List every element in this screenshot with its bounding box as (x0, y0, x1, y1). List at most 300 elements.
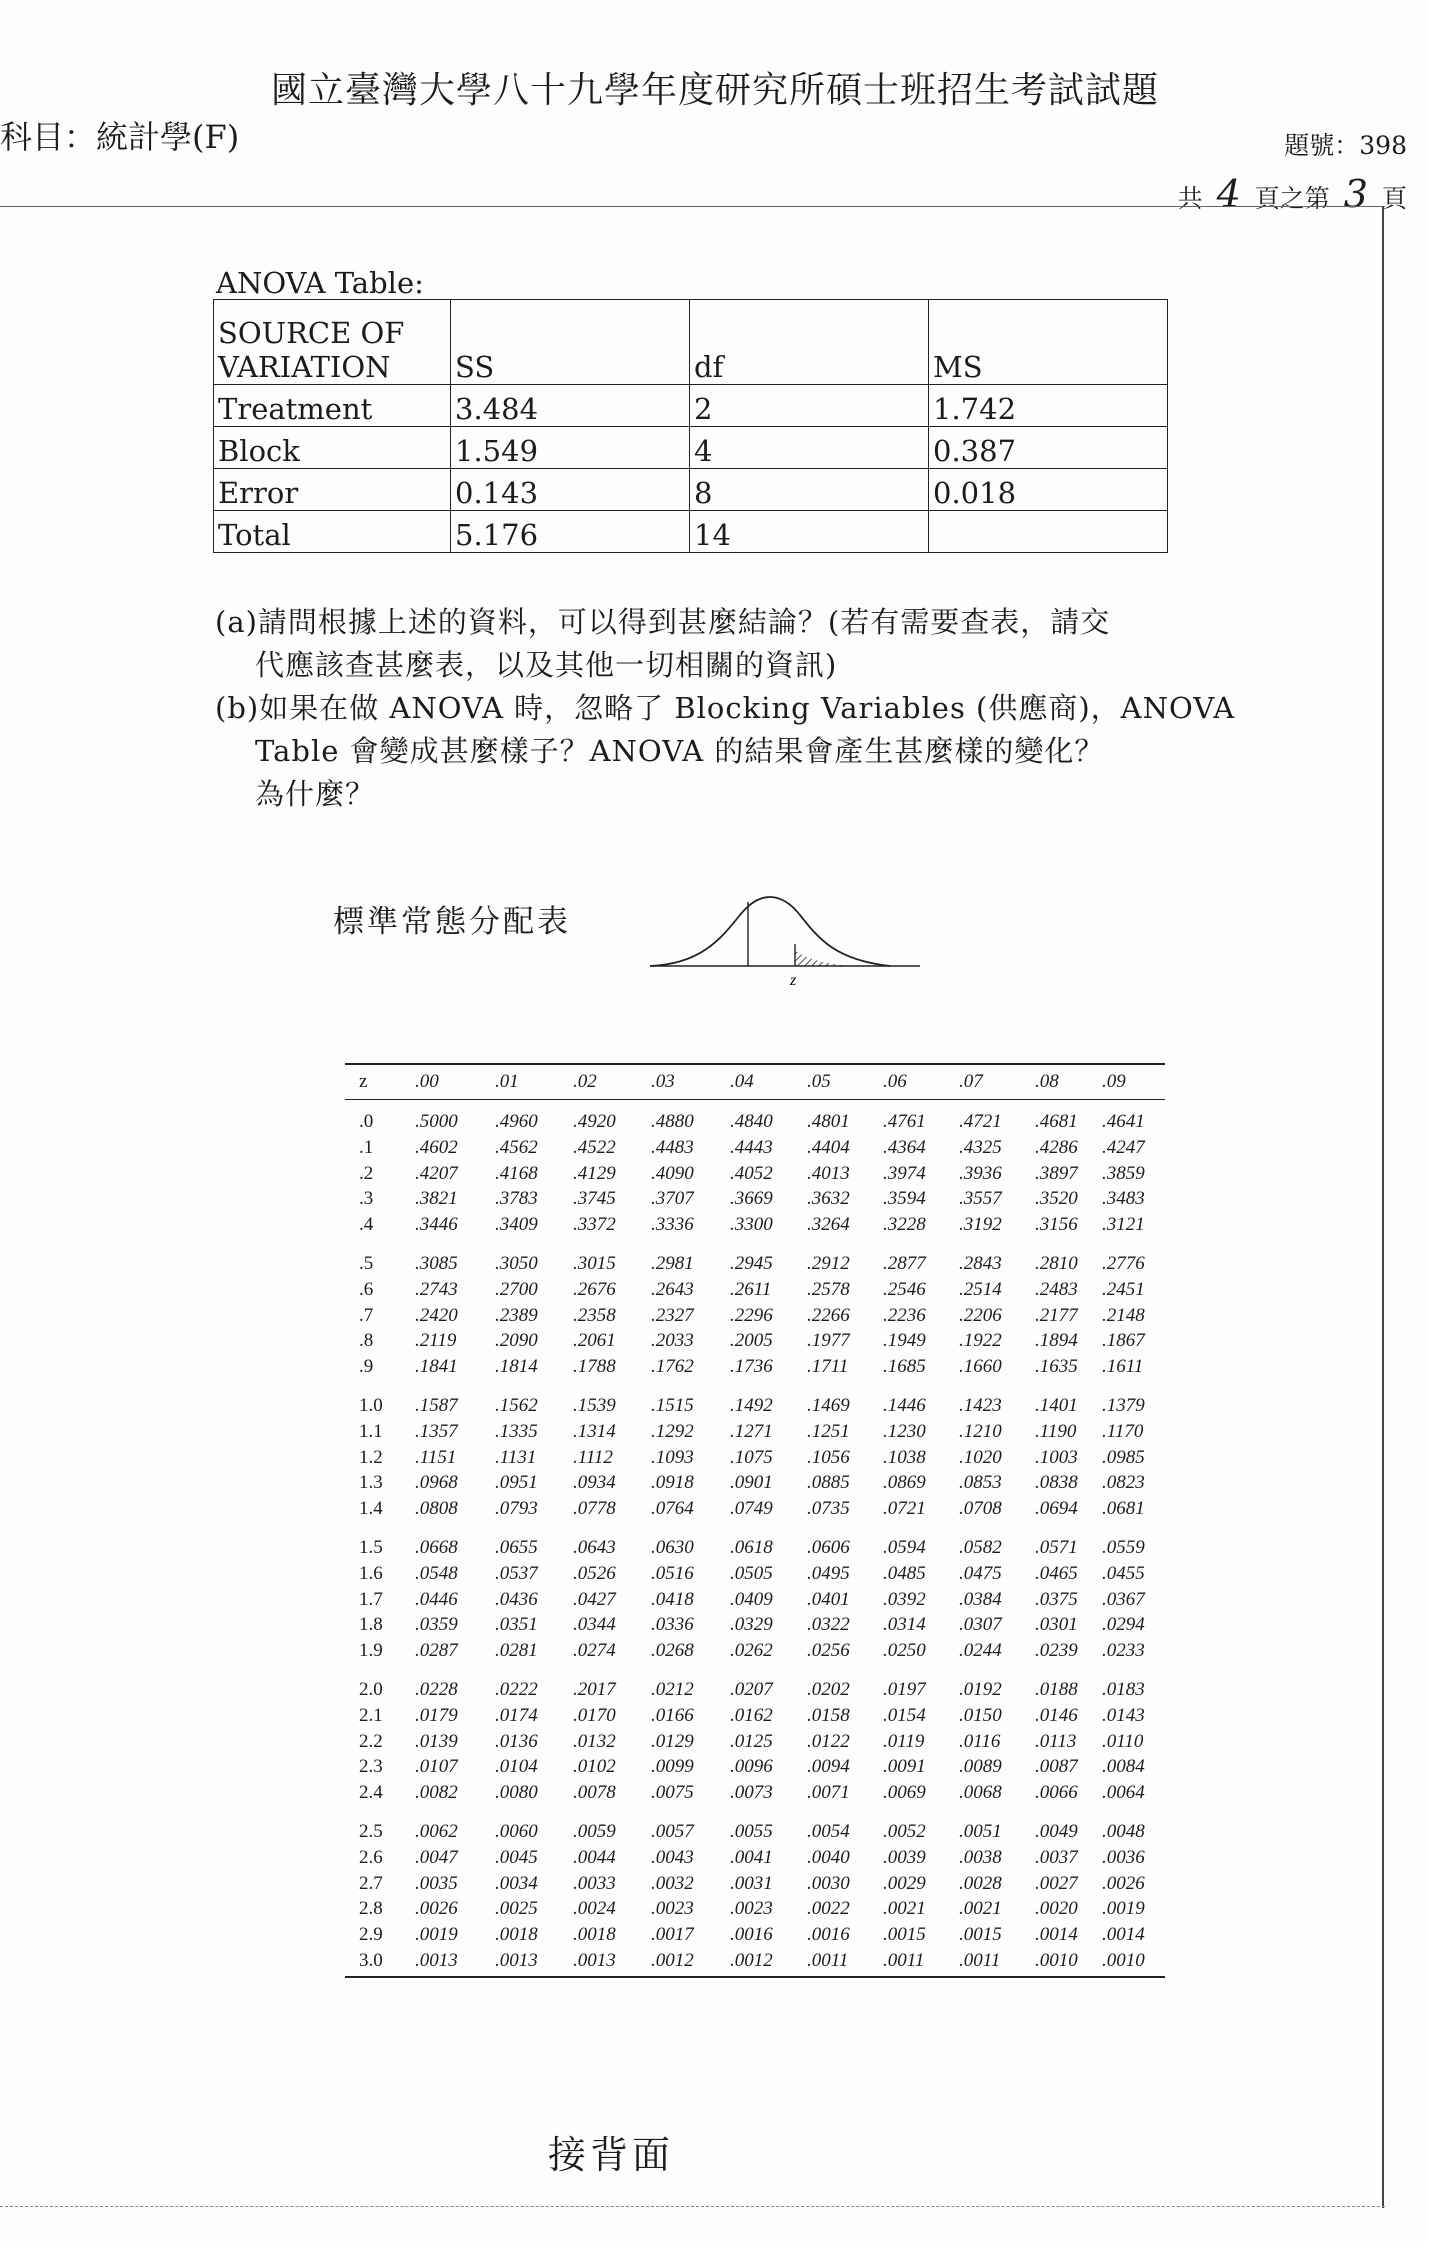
probability-cell: .0019 (1102, 1898, 1145, 1920)
probability-cell: .0104 (495, 1756, 538, 1778)
probability-cell: .0548 (415, 1562, 458, 1584)
probability-cell: .0778 (573, 1498, 616, 1520)
probability-cell: .0069 (883, 1782, 926, 1804)
probability-cell: .1271 (730, 1420, 773, 1442)
probability-cell: .1038 (883, 1446, 926, 1468)
probability-cell: .0016 (807, 1924, 850, 1946)
probability-cell: .2843 (959, 1252, 1002, 1274)
probability-cell: .0526 (573, 1562, 616, 1584)
probability-cell: .0244 (959, 1640, 1002, 1662)
probability-cell: .1131 (495, 1446, 537, 1468)
probability-cell: .3594 (883, 1188, 926, 1210)
probability-cell: .2981 (651, 1252, 694, 1274)
probability-cell: .3121 (1102, 1214, 1145, 1236)
z-value-cell: 1.5 (359, 1536, 383, 1558)
probability-cell: .0202 (807, 1678, 850, 1700)
probability-cell: .4325 (959, 1136, 1002, 1158)
probability-cell: .1841 (415, 1356, 458, 1378)
probability-cell: .0041 (730, 1846, 773, 1868)
probability-cell: .1020 (959, 1446, 1002, 1468)
probability-cell: .0052 (883, 1820, 926, 1842)
probability-cell: .0455 (1102, 1562, 1145, 1584)
z-table-row (345, 1676, 1165, 1702)
probability-cell: .2389 (495, 1304, 538, 1326)
probability-cell: .1635 (1035, 1356, 1078, 1378)
probability-cell: .0735 (807, 1498, 850, 1520)
anova-cell: Block (214, 427, 451, 469)
probability-cell: .1469 (807, 1394, 850, 1416)
probability-cell: .4168 (495, 1162, 538, 1184)
z-value-cell: 2.8 (359, 1898, 383, 1920)
z-table-row (345, 1134, 1165, 1160)
probability-cell: .0015 (959, 1924, 1002, 1946)
probability-cell: .0375 (1035, 1588, 1078, 1610)
probability-cell: .4681 (1035, 1111, 1078, 1132)
z-table-column-header: .09 (1102, 1071, 1126, 1092)
page-info-middle: 頁之第 (1254, 184, 1330, 213)
probability-cell: .0294 (1102, 1614, 1145, 1636)
probability-cell: .0485 (883, 1562, 926, 1584)
probability-cell: .2266 (807, 1304, 850, 1326)
probability-cell: .0040 (807, 1846, 850, 1868)
z-value-cell: .6 (359, 1278, 374, 1300)
probability-cell: .0033 (573, 1872, 616, 1894)
z-table-row (345, 1250, 1165, 1276)
z-value-cell: 2.4 (359, 1782, 383, 1804)
probability-cell: .0436 (495, 1588, 538, 1610)
probability-cell: .0301 (1035, 1614, 1078, 1636)
probability-cell: .0708 (959, 1498, 1002, 1520)
probability-cell: .0344 (573, 1614, 616, 1636)
anova-header-df: df (690, 300, 929, 385)
probability-cell: .1093 (651, 1446, 694, 1468)
probability-cell: .0367 (1102, 1588, 1145, 1610)
probability-cell: .3483 (1102, 1188, 1145, 1210)
z-table-row (345, 1302, 1165, 1328)
z-table-row (345, 1534, 1165, 1560)
z-table-column-header: .01 (495, 1071, 519, 1092)
probability-cell: .0475 (959, 1562, 1002, 1584)
probability-cell: .0094 (807, 1756, 850, 1778)
continue-on-back-note: 接背面 (548, 2133, 675, 2177)
anova-caption: ANOVA Table: (216, 266, 424, 300)
probability-cell: .0016 (730, 1924, 773, 1946)
probability-cell: .3632 (807, 1188, 850, 1210)
probability-cell: .0918 (651, 1472, 694, 1494)
probability-cell: .1170 (1102, 1420, 1144, 1442)
probability-cell: .0068 (959, 1782, 1002, 1804)
probability-cell: .0021 (883, 1898, 926, 1920)
probability-cell: .0268 (651, 1640, 694, 1662)
anova-cell: 14 (690, 511, 929, 553)
anova-cell: 4 (690, 427, 929, 469)
probability-cell: .0054 (807, 1820, 850, 1842)
z-label: z (790, 972, 797, 989)
probability-cell: .0681 (1102, 1498, 1145, 1520)
probability-cell: .0107 (415, 1756, 458, 1778)
probability-cell: .0256 (807, 1640, 850, 1662)
probability-cell: .0136 (495, 1730, 538, 1752)
probability-cell: .0084 (1102, 1756, 1145, 1778)
probability-cell: .0012 (730, 1949, 773, 1971)
anova-cell: Treatment (214, 385, 451, 427)
probability-cell: .0080 (495, 1782, 538, 1804)
probability-cell: .0582 (959, 1536, 1002, 1558)
probability-cell: .1056 (807, 1446, 850, 1468)
probability-cell: .1075 (730, 1446, 773, 1468)
probability-cell: .4562 (495, 1136, 538, 1158)
z-table-row (345, 1779, 1165, 1805)
z-value-cell: 2.7 (359, 1872, 383, 1894)
probability-cell: .0212 (651, 1678, 694, 1700)
probability-cell: .4443 (730, 1136, 773, 1158)
probability-cell: .3897 (1035, 1162, 1078, 1184)
probability-cell: .3156 (1035, 1214, 1078, 1236)
probability-cell: .3409 (495, 1214, 538, 1236)
probability-cell: .2236 (883, 1304, 926, 1326)
probability-cell: .4801 (807, 1111, 850, 1132)
probability-cell: .1977 (807, 1330, 850, 1352)
anova-cell: 0.387 (929, 427, 1168, 469)
probability-cell: .0655 (495, 1536, 538, 1558)
probability-cell: .0901 (730, 1472, 773, 1494)
probability-cell: .0197 (883, 1678, 926, 1700)
anova-cell: 0.143 (451, 469, 690, 511)
probability-cell: .2033 (651, 1330, 694, 1352)
z-table-row (345, 1211, 1165, 1237)
probability-cell: .0446 (415, 1588, 458, 1610)
z-table-row (345, 1637, 1165, 1663)
probability-cell: .0099 (651, 1756, 694, 1778)
probability-cell: .2451 (1102, 1278, 1145, 1300)
probability-cell: .0985 (1102, 1446, 1145, 1468)
probability-cell: .0250 (883, 1640, 926, 1662)
probability-cell: .0125 (730, 1730, 773, 1752)
probability-cell: .3974 (883, 1162, 926, 1184)
probability-cell: .0036 (1102, 1846, 1145, 1868)
probability-cell: .0032 (651, 1872, 694, 1894)
probability-cell: .4840 (730, 1111, 773, 1132)
z-value-cell: .4 (359, 1214, 374, 1236)
probability-cell: .5000 (415, 1111, 458, 1132)
probability-cell: .1151 (415, 1446, 457, 1468)
probability-cell: .0409 (730, 1588, 773, 1610)
probability-cell: .2810 (1035, 1252, 1078, 1274)
probability-cell: .0618 (730, 1536, 773, 1558)
probability-cell: .0066 (1035, 1782, 1078, 1804)
probability-cell: .2005 (730, 1330, 773, 1352)
z-table-row (345, 1469, 1165, 1495)
probability-cell: .2643 (651, 1278, 694, 1300)
z-table-row (345, 1392, 1165, 1418)
probability-cell: .1446 (883, 1394, 926, 1416)
z-table-row (345, 1495, 1165, 1521)
probability-cell: .0322 (807, 1614, 850, 1636)
probability-cell: .1112 (573, 1446, 613, 1468)
probability-cell: .3446 (415, 1214, 458, 1236)
z-table-column-header: .02 (573, 1071, 597, 1092)
probability-cell: .0043 (651, 1846, 694, 1868)
probability-cell: .0091 (883, 1756, 926, 1778)
anova-cell: 1.742 (929, 385, 1168, 427)
probability-cell: .3264 (807, 1214, 850, 1236)
anova-cell: 5.176 (451, 511, 690, 553)
anova-cell: 2 (690, 385, 929, 427)
probability-cell: .4641 (1102, 1111, 1145, 1132)
probability-cell: .0051 (959, 1820, 1002, 1842)
probability-cell: .0010 (1102, 1949, 1145, 1971)
probability-cell: .0934 (573, 1472, 616, 1494)
question-b-line-1: (b)如果在做 ANOVA 時，忽略了 Blocking Variables (供應商)，ANOVA (215, 691, 1236, 725)
probability-cell: .2700 (495, 1278, 538, 1300)
probability-cell: .1357 (415, 1420, 458, 1442)
probability-cell: .0057 (651, 1820, 694, 1842)
probability-cell: .1335 (495, 1420, 538, 1442)
anova-row-total (214, 511, 1168, 553)
z-table-row (345, 1418, 1165, 1444)
z-table-column-header: .03 (651, 1071, 675, 1092)
probability-cell: .2061 (573, 1330, 616, 1352)
probability-cell: .0951 (495, 1472, 538, 1494)
probability-cell: .0078 (573, 1782, 616, 1804)
probability-cell: .0075 (651, 1782, 694, 1804)
probability-cell: .2611 (730, 1278, 772, 1300)
probability-cell: .0793 (495, 1498, 538, 1520)
probability-cell: .0307 (959, 1614, 1002, 1636)
probability-cell: .1894 (1035, 1330, 1078, 1352)
z-value-cell: 2.6 (359, 1846, 383, 1868)
probability-cell: .1685 (883, 1356, 926, 1378)
probability-cell: .0082 (415, 1782, 458, 1804)
probability-cell: .2017 (573, 1678, 616, 1700)
anova-cell: 3.484 (451, 385, 690, 427)
question-a-line-2: 代應該查甚麼表，以及其他一切相關的資訊) (255, 648, 838, 682)
probability-cell: .0018 (573, 1924, 616, 1946)
z-column-header: z (359, 1071, 368, 1092)
z-value-cell: .2 (359, 1162, 374, 1184)
probability-cell: .0183 (1102, 1678, 1145, 1700)
question-b-line-3: 為什麼？ (255, 777, 376, 811)
probability-cell: .0060 (495, 1820, 538, 1842)
anova-header-ms: MS (929, 300, 1168, 385)
question-a-line-1: (a)請問根據上述的資料，可以得到甚麼結論？(若有需要查表，請交 (215, 605, 1111, 639)
probability-cell: .1539 (573, 1394, 616, 1416)
probability-cell: .0174 (495, 1704, 538, 1726)
probability-cell: .0038 (959, 1846, 1002, 1868)
anova-cell: 0.018 (929, 469, 1168, 511)
normal-curve-diagram (600, 880, 940, 990)
probability-cell: .0694 (1035, 1498, 1078, 1520)
probability-cell: .1492 (730, 1394, 773, 1416)
probability-cell: .0018 (495, 1924, 538, 1946)
probability-cell: .0113 (1035, 1730, 1077, 1752)
z-table-row (345, 1921, 1165, 1947)
probability-cell: .0132 (573, 1730, 616, 1752)
probability-cell: .0122 (807, 1730, 850, 1752)
probability-cell: .0013 (495, 1949, 538, 1971)
probability-cell: .0222 (495, 1678, 538, 1700)
probability-cell: .0062 (415, 1820, 458, 1842)
probability-cell: .4013 (807, 1162, 850, 1184)
probability-cell: .4602 (415, 1136, 458, 1158)
probability-cell: .1711 (807, 1356, 849, 1378)
z-table-row (345, 1895, 1165, 1921)
probability-cell: .0749 (730, 1498, 773, 1520)
probability-cell: .0764 (651, 1498, 694, 1520)
probability-cell: .3707 (651, 1188, 694, 1210)
page-info (1178, 172, 1407, 216)
probability-cell: .2945 (730, 1252, 773, 1274)
probability-cell: .3557 (959, 1188, 1002, 1210)
z-table-row (345, 1327, 1165, 1353)
probability-cell: .0427 (573, 1588, 616, 1610)
probability-cell: .0014 (1102, 1924, 1145, 1946)
anova-row-treatment (214, 385, 1168, 427)
page-current: 3 (1343, 172, 1368, 216)
probability-cell: .0537 (495, 1562, 538, 1584)
probability-cell: .1611 (1102, 1356, 1144, 1378)
probability-cell: .0028 (959, 1872, 1002, 1894)
probability-cell: .2776 (1102, 1252, 1145, 1274)
z-table-row (345, 1560, 1165, 1586)
probability-cell: .0401 (807, 1588, 850, 1610)
probability-cell: .2676 (573, 1278, 616, 1300)
z-table-row (345, 1611, 1165, 1637)
probability-cell: .2514 (959, 1278, 1002, 1300)
probability-cell: .0207 (730, 1678, 773, 1700)
z-table-header (345, 1063, 1165, 1100)
z-table-row (345, 1728, 1165, 1754)
probability-cell: .0968 (415, 1472, 458, 1494)
z-table-column-header: .05 (807, 1071, 831, 1092)
anova-cell (929, 511, 1168, 553)
probability-cell: .0013 (415, 1949, 458, 1971)
probability-cell: .0026 (1102, 1872, 1145, 1894)
probability-cell: .3372 (573, 1214, 616, 1236)
probability-cell: .0022 (807, 1898, 850, 1920)
probability-cell: .0418 (651, 1588, 694, 1610)
probability-cell: .0064 (1102, 1782, 1145, 1804)
probability-cell: .3859 (1102, 1162, 1145, 1184)
probability-cell: .2483 (1035, 1278, 1078, 1300)
anova-cell: 1.549 (451, 427, 690, 469)
probability-cell: .0516 (651, 1562, 694, 1584)
bottom-divider (0, 2206, 1385, 2207)
probability-cell: .1230 (883, 1420, 926, 1442)
probability-cell: .1210 (959, 1420, 1002, 1442)
probability-cell: .3936 (959, 1162, 1002, 1184)
probability-cell: .4721 (959, 1111, 1002, 1132)
z-value-cell: .5 (359, 1252, 374, 1274)
probability-cell: .2358 (573, 1304, 616, 1326)
probability-cell: .3050 (495, 1252, 538, 1274)
probability-cell: .0012 (651, 1949, 694, 1971)
probability-cell: .0571 (1035, 1536, 1078, 1558)
probability-cell: .2420 (415, 1304, 458, 1326)
probability-cell: .0239 (1035, 1640, 1078, 1662)
probability-cell: .3520 (1035, 1188, 1078, 1210)
probability-cell: .0034 (495, 1872, 538, 1894)
probability-cell: .0154 (883, 1704, 926, 1726)
probability-cell: .0017 (651, 1924, 694, 1946)
probability-cell: .0102 (573, 1756, 616, 1778)
probability-cell: .4483 (651, 1136, 694, 1158)
z-table-column-header: .06 (883, 1071, 907, 1092)
probability-cell: .1736 (730, 1356, 773, 1378)
right-margin-line (1382, 206, 1384, 2208)
probability-cell: .3821 (415, 1188, 458, 1210)
probability-cell: .0023 (651, 1898, 694, 1920)
probability-cell: .0055 (730, 1820, 773, 1842)
exam-title: 國立臺灣大學八十九學年度研究所碩士班招生考試試題 (270, 70, 1159, 111)
probability-cell: .0011 (883, 1949, 925, 1971)
z-table-bottom-rule (345, 1976, 1165, 1978)
probability-cell: .0262 (730, 1640, 773, 1662)
probability-cell: .4129 (573, 1162, 616, 1184)
probability-cell: .0089 (959, 1756, 1002, 1778)
z-value-cell: 1.2 (359, 1446, 383, 1468)
probability-cell: .1401 (1035, 1394, 1078, 1416)
probability-cell: .1814 (495, 1356, 538, 1378)
probability-cell: .3300 (730, 1214, 773, 1236)
probability-cell: .0351 (495, 1614, 538, 1636)
probability-cell: .4920 (573, 1111, 616, 1132)
anova-header-row (214, 300, 1168, 385)
probability-cell: .0643 (573, 1536, 616, 1558)
probability-cell: .0158 (807, 1704, 850, 1726)
probability-cell: .0019 (415, 1924, 458, 1946)
probability-cell: .0179 (415, 1704, 458, 1726)
probability-cell: .4364 (883, 1136, 926, 1158)
probability-cell: .0031 (730, 1872, 773, 1894)
probability-cell: .0045 (495, 1846, 538, 1868)
probability-cell: .1660 (959, 1356, 1002, 1378)
probability-cell: .3745 (573, 1188, 616, 1210)
z-value-cell: .3 (359, 1188, 374, 1210)
z-table-row (345, 1185, 1165, 1211)
probability-cell: .4286 (1035, 1136, 1078, 1158)
probability-cell: .1251 (807, 1420, 850, 1442)
probability-cell: .2912 (807, 1252, 850, 1274)
probability-cell: .2578 (807, 1278, 850, 1300)
probability-cell: .0505 (730, 1562, 773, 1584)
probability-cell: .0808 (415, 1498, 458, 1520)
probability-cell: .0029 (883, 1872, 926, 1894)
probability-cell: .0192 (959, 1678, 1002, 1700)
z-value-cell: 2.5 (359, 1820, 383, 1842)
probability-cell: .0170 (573, 1704, 616, 1726)
probability-cell: .4207 (415, 1162, 458, 1184)
probability-cell: .0823 (1102, 1472, 1145, 1494)
probability-cell: .2546 (883, 1278, 926, 1300)
probability-cell: .0869 (883, 1472, 926, 1494)
probability-cell: .2206 (959, 1304, 1002, 1326)
anova-header-source: SOURCE OF VARIATION (214, 300, 451, 385)
z-table-row (345, 1586, 1165, 1612)
probability-cell: .0162 (730, 1704, 773, 1726)
probability-cell: .0010 (1035, 1949, 1078, 1971)
probability-cell: .0071 (807, 1782, 850, 1804)
probability-cell: .0039 (883, 1846, 926, 1868)
probability-cell: .3085 (415, 1252, 458, 1274)
probability-cell: .0087 (1035, 1756, 1078, 1778)
z-value-cell: 1.9 (359, 1640, 383, 1662)
z-value-cell: 1.4 (359, 1498, 383, 1520)
page-info-suffix: 頁 (1381, 184, 1407, 213)
z-table-row (345, 1870, 1165, 1896)
probability-cell: .0073 (730, 1782, 773, 1804)
probability-cell: .4052 (730, 1162, 773, 1184)
